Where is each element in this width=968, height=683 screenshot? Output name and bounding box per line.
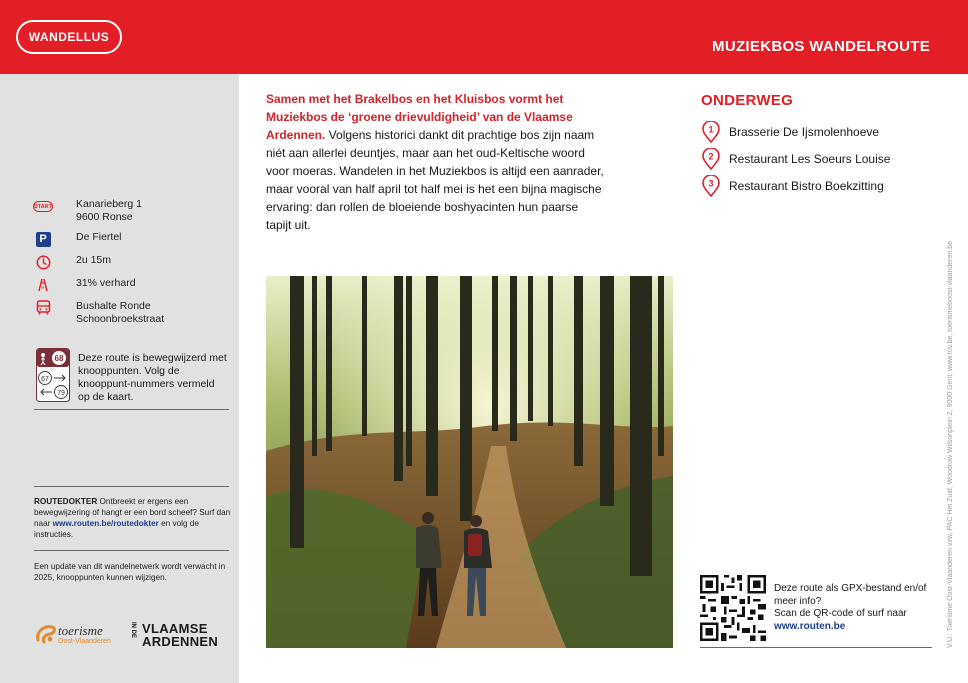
- sidebar-divider: [34, 409, 229, 410]
- intro-highlight: Samen met het Brakelbos en het Kluisbos vormt het Muziekbos de ‘groene drievuldigheid’ van de Vlaamse Ardennen.: [266, 92, 573, 142]
- sidebar-divider: [34, 486, 229, 487]
- clock-icon: [34, 254, 52, 270]
- map-pin-icon: [702, 121, 720, 143]
- list-item: 3 Restaurant Bistro Boekzitting: [702, 172, 932, 199]
- node-top-number: 68: [54, 354, 64, 363]
- surface-text: 31% verhard: [76, 277, 136, 289]
- qr-code-icon: [700, 575, 766, 641]
- toerisme-oost-vlaanderen-logo: toerisme Oost-Vlaanderen: [34, 622, 120, 648]
- node-left-number: 67: [41, 376, 49, 383]
- node-network-icon: [36, 348, 70, 402]
- qr-info-text: Deze route als GPX-bestand en/of meer info? Scan de QR-code of surf naar www.routen.be: [774, 583, 934, 633]
- list-item: 2 Restaurant Les Soeurs Louise: [702, 145, 932, 172]
- node-right-number: 79: [57, 390, 65, 397]
- sidebar-divider: [34, 550, 229, 551]
- qr-block: [700, 575, 932, 649]
- routedokter-label: ROUTEDOKTER: [34, 497, 98, 506]
- svg-text:3: 3: [708, 178, 714, 188]
- list-item: 1 Brasserie De Ijsmolenhoeve: [702, 118, 932, 145]
- vlaamse-ardennen-logo: IN DE VLAAMSE ARDENNEN: [130, 621, 219, 649]
- onderweg-list: [702, 118, 932, 199]
- update-note: Een update van dit wandelnetwerk wordt verwacht in 2025, knooppunten kunnen wijzigen.: [34, 562, 226, 582]
- intro-body: Volgens historici dankt dit prachtige bos zijn naam niét aan allerlei deuntjes, maar aan het oud-Keltische woord voor moeras. Wandelen in het Muziekbos is altijd een aanrader, maar vooral van half april tot half mei is het een bijna magische ervaring: dan rollen de bloeiende boshyacinten hun paarse tapijt uit.: [266, 128, 604, 232]
- wandellus-badge: WANDELLUS: [16, 20, 122, 54]
- svg-text:1: 1: [708, 124, 714, 134]
- routedokter-link[interactable]: www.routen.be/routedokter: [52, 519, 159, 528]
- forest-photo: [266, 276, 673, 648]
- route-info-list: [34, 198, 230, 333]
- colophon-vertical: V.U.: Toerisme Oost-Vlaanderen vzw, PAC Het Zuid, Woodrow Wilsonplein 2, 9000 Gent, www.tov.be, toerismeboost-vlaanderen.be: [947, 241, 954, 648]
- header-bar: [0, 0, 968, 74]
- info-duration: [34, 254, 230, 270]
- node-network-text: Deze route is bewegwijzerd met knooppunten. Volg de knooppunt-nummers vermeld op de kaart.: [78, 352, 227, 403]
- info-start: [34, 198, 230, 224]
- road-icon: [34, 277, 52, 293]
- onderweg-title: ONDERWEG: [701, 92, 794, 109]
- info-parking: [34, 231, 230, 247]
- intro-paragraph: [266, 90, 606, 234]
- info-bus: [34, 300, 230, 326]
- bus-icon: [34, 300, 52, 316]
- map-pin-icon: [702, 148, 720, 170]
- parking-icon: P: [34, 231, 52, 247]
- routen-link[interactable]: www.routen.be: [774, 620, 846, 632]
- start-address: Kanarieberg 1 9600 Ronse: [76, 198, 142, 223]
- info-surface: [34, 277, 230, 293]
- duration-text: 2u 15m: [76, 254, 112, 266]
- toerisme-swirl-icon: [34, 622, 58, 646]
- parking-text: De Fiertel: [76, 231, 122, 243]
- bus-stop-text: Bushalte Ronde Schoonbroekstraat: [76, 300, 165, 325]
- start-badge-icon: START: [34, 198, 52, 214]
- routedokter-text: ROUTEDOKTER Ontbreekt er ergens een bewegwijzering of hangt er een bord scheef? Surf dan naar www.routen.be/routedokter en volg de instructies.: [34, 497, 231, 539]
- route-title: MUZIEKBOS WANDELROUTE: [712, 38, 930, 55]
- qr-divider: [700, 647, 932, 648]
- svg-text:2: 2: [708, 151, 714, 161]
- map-pin-icon: [702, 175, 720, 197]
